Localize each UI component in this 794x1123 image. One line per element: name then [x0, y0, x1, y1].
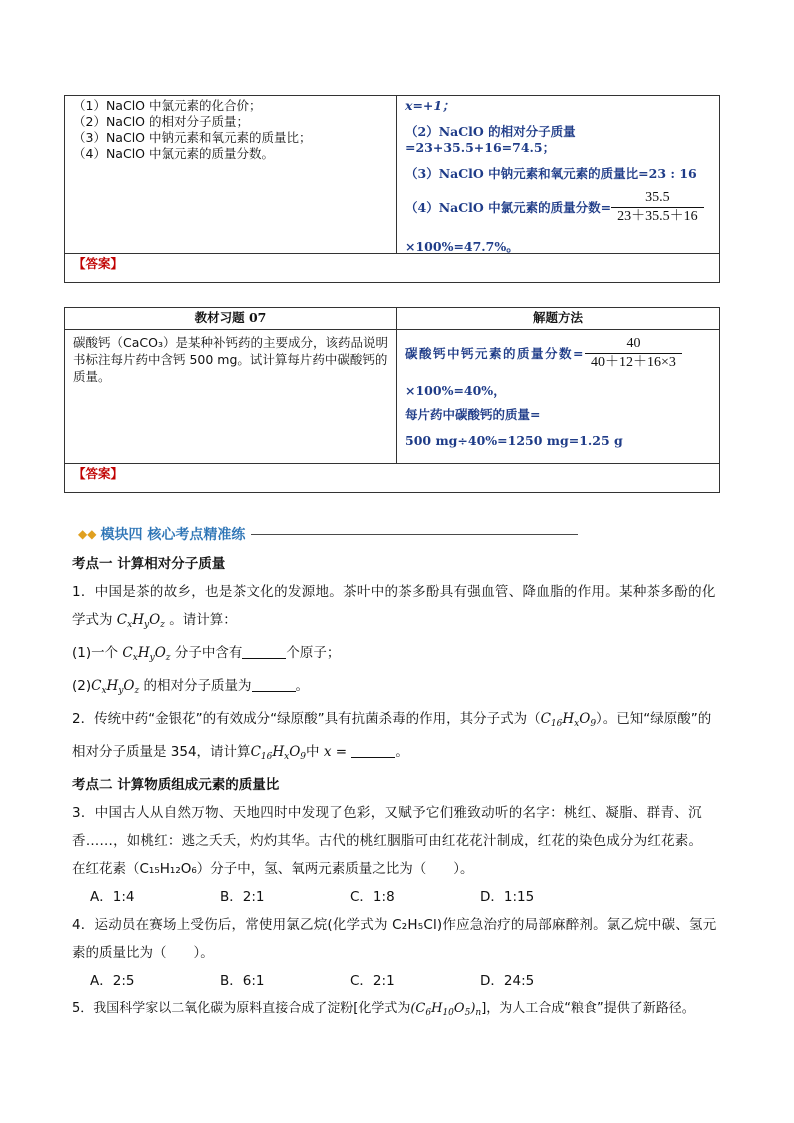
fraction [585, 336, 682, 371]
table-1-solution-cell [397, 96, 719, 253]
option-c[interactable]: C．2:1 [350, 973, 395, 989]
solution-line: 500 mg÷40%=1250 mg=1.25 g [405, 433, 623, 448]
solution-line: ×100%=40%， [405, 383, 506, 398]
question-text: 碳酸钙（CaCO₃）是某种补钙药的主要成分，该药品说明书标注每片药中含钙 500 mg。试计算每片药中碳酸钙的质量。 [73, 335, 388, 384]
solution-table-2 [64, 307, 720, 493]
table-2-question-cell [65, 330, 397, 463]
text: 2．传统中药“金银花”的有效成分“绿原酸”具有抗菌杀毒的作用，其分子式为（ [72, 711, 541, 727]
question-4-line: 素的质量比为（ ）。 [72, 945, 214, 961]
text: 相对分子质量是 354，请计算 [72, 744, 251, 760]
option-c[interactable]: C．1:8 [350, 889, 395, 905]
table-1-answer-row [65, 254, 719, 282]
table-2-solution-cell [397, 330, 719, 463]
question-line: （1）NaClO 中氯元素的化合价； [73, 98, 262, 113]
question-line: （2）NaClO 的相对分子质量； [73, 114, 249, 129]
text: (1)一个 [72, 645, 119, 661]
solution-line: （2）NaClO 的相对分子质量=23+35.5+16=74.5； [405, 124, 576, 155]
answer-blank[interactable] [242, 645, 286, 659]
question-1-sub-1 [72, 639, 732, 672]
question-1-line [72, 606, 732, 639]
question-3-line: 香……，如桃红：逃之夭夭，灼灼其华。古代的桃红胭脂可由红花花汁制成，红花的染色成分为红花素。 [72, 833, 703, 849]
question-2-line: 相对分子质量是 354，请计算$C_{16}H_xO_9$中 x = 。 [72, 744, 409, 762]
option-a[interactable]: A．1:4 [90, 889, 135, 905]
question-4-options [72, 967, 732, 995]
key-point-title: 考点二 计算物质组成元素的质量比 [72, 777, 280, 793]
fraction-numerator: 40 [626, 336, 641, 351]
key-point-title: 考点一 计算相对分子质量 [72, 556, 226, 572]
formula: $(C_6H_{10}O_5)_n$ [410, 1001, 482, 1018]
fraction-numerator: 35.5 [645, 190, 670, 205]
exercise-header: 教材习题 07 [65, 308, 397, 329]
text: 分子中含有 [174, 645, 243, 661]
solution-table-1 [64, 95, 720, 283]
question-5-line [72, 995, 732, 1027]
table-2-content-row [65, 330, 719, 464]
table-2-header-row [65, 308, 719, 330]
formula: $C_xH_yO_z$ [122, 645, 171, 663]
text: 。 [395, 744, 409, 760]
table-2-answer-row [65, 464, 719, 492]
variable: x [323, 744, 332, 760]
practice-section [72, 550, 732, 1027]
solution-text: 碳酸钙中钙元素的质量分数= [405, 345, 585, 361]
diamond-bullet-icon: ◆◆ [78, 527, 97, 541]
option-b[interactable]: B．2:1 [220, 889, 265, 905]
answer-blank[interactable] [351, 744, 395, 758]
question-1-line: 1．中国是茶的故乡，也是茶文化的发源地。茶叶中的茶多酚具有强血管、降血脂的作用。某种茶多酚的化 [72, 584, 716, 600]
fraction-denominator: 23＋35.5＋16 [611, 207, 704, 225]
solution-line-fraction [405, 190, 711, 225]
option-d[interactable]: D．24:5 [480, 973, 535, 989]
solution-line: （3）NaClO 中钠元素和氧元素的质量比=23 : 16 [405, 166, 697, 181]
text: 。 [295, 678, 310, 694]
question-line: （3）NaClO 中钠元素和氧元素的质量比； [73, 130, 312, 145]
heading-rule [251, 534, 578, 535]
text: 中 [306, 744, 320, 760]
text: 的相对分子质量为 [143, 678, 252, 694]
question-2-line [72, 705, 732, 738]
question-3-line: 3．中国古人从自然万物、天地四时中发现了色彩，又赋予它们雅致动听的名字：桃红、凝脂、群青、沉 [72, 805, 702, 821]
module-title: 模块四 核心考点精准练 [100, 527, 246, 543]
solution-line: 每片药中碳酸钙的质量= [405, 407, 541, 422]
formula: $C_xH_yO_z$ [91, 678, 140, 696]
answer-blank[interactable] [252, 678, 296, 692]
answer-label: 【答案】 [73, 256, 124, 271]
text: 学式为 [72, 612, 113, 628]
formula: $C_{16}H_xO_9$ [250, 744, 307, 762]
question-line: （4）NaClO 中氯元素的质量分数。 [73, 146, 274, 161]
text: 5．我国科学家以二氧化碳为原料直接合成了淀粉[化学式为 [72, 1001, 411, 1016]
solution-line-fraction [405, 336, 711, 371]
table-1-question-cell [65, 96, 397, 253]
fraction-denominator: 40＋12＋16×3 [585, 353, 682, 371]
module-heading [78, 524, 578, 544]
formula: $C_xH_yO_z$ [116, 612, 165, 630]
text: 个原子； [286, 645, 341, 661]
option-d[interactable]: D．1:15 [480, 889, 535, 905]
text: ）。已知“绿原酸”的 [596, 711, 712, 727]
text: 。请计算： [169, 612, 237, 628]
option-b[interactable]: B．6:1 [220, 973, 265, 989]
text: (2) [72, 678, 92, 694]
answer-label: 【答案】 [73, 466, 124, 481]
question-4-line: 4．运动员在赛场上受伤后，常使用氯乙烷(化学式为 C₂H₅Cl)作应急治疗的局部麻醉剂。氯乙烷中碳、氢元 [72, 917, 717, 933]
solution-text: （4）NaClO 中氯元素的质量分数= [405, 199, 612, 215]
formula: $C_{16}H_xO_9$ [540, 711, 597, 729]
solution-line: ×100%=47.7%。 [405, 239, 519, 254]
question-3-options [72, 883, 732, 911]
method-header: 解题方法 [532, 310, 583, 325]
fraction [611, 190, 704, 225]
text: ]，为人工合成“粮食”提供了新路径。 [481, 1001, 695, 1016]
solution-line: x=+1； [405, 98, 455, 113]
option-a[interactable]: A．2:5 [90, 973, 135, 989]
table-1-content-row [65, 96, 719, 254]
question-3-line: 在红花素（C₁₅H₁₂O₆）分子中，氢、氧两元素质量之比为（ ）。 [72, 861, 474, 877]
question-1-sub-2 [72, 672, 732, 705]
